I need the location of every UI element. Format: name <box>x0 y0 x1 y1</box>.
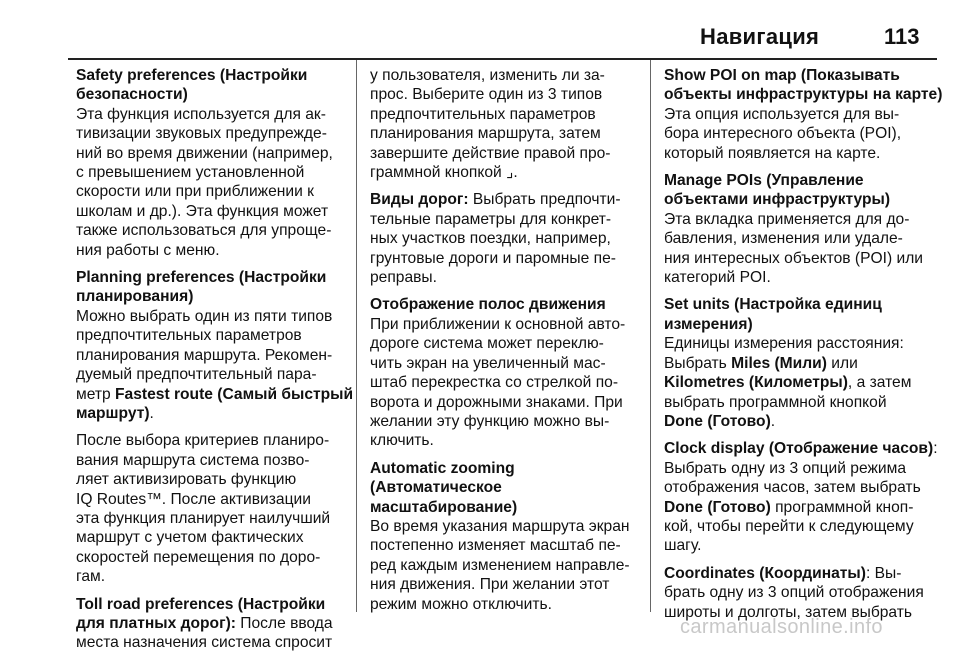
paragraph-heading: Manage POIs (Управление <box>664 172 864 190</box>
text-segment: . <box>770 412 776 430</box>
bold-term: Coordinates (Координаты) <box>664 564 866 582</box>
text-segment: , а затем <box>847 374 912 392</box>
paragraph-heading: планирования) <box>76 288 194 306</box>
paragraph-heading: Toll road preferences (Настройки <box>76 595 326 613</box>
text-line: Эта вкладка применяется для до- <box>664 210 910 228</box>
text-line <box>664 373 940 392</box>
paragraph-heading: объектами инфраструктуры) <box>664 191 891 209</box>
bold-term: Fastest route (Самый быстрый <box>115 385 354 403</box>
text-line: штаб перекрестка со стрелкой по- <box>370 374 619 392</box>
bold-term: маршрут) <box>76 404 150 422</box>
text-segment: После ввода <box>235 614 333 632</box>
text-line: Можно выбрать один из пяти типов <box>76 307 333 325</box>
column-divider-1 <box>356 60 357 612</box>
text-line: граммной кнопкой ⌟. <box>370 164 518 182</box>
bold-term: для платных дорог): <box>76 614 236 632</box>
bold-term: Clock display (Отображение часов) <box>664 440 934 458</box>
paragraph <box>664 66 943 163</box>
text-line <box>370 190 642 209</box>
paragraph <box>664 439 940 555</box>
paragraph-heading: Safety preferences (Настройки <box>76 67 308 84</box>
paragraph-heading: масштабирование) <box>370 498 518 516</box>
text-line: Единицы измерения расстояния: <box>664 335 904 353</box>
text-segment: отображения часов, затем выбрать <box>664 479 921 497</box>
text-line: гам. <box>76 568 106 586</box>
text-line: После выбора критериев планиро- <box>76 432 330 450</box>
text-line: чить экран на увеличенный мас- <box>370 354 606 372</box>
text-line: ний во время движении (например, <box>76 144 333 162</box>
paragraph <box>76 268 354 423</box>
text-line: планирования маршрута. Рекомен- <box>76 346 333 364</box>
text-line <box>664 459 940 478</box>
text-line: ния интересных объектов (POI) или <box>664 249 924 267</box>
text-line: бора интересного объекта (POI), <box>664 125 902 143</box>
section-title: Навигация <box>700 24 820 49</box>
paragraph <box>370 295 642 450</box>
text-line: тельные параметры для конкрет- <box>370 210 612 228</box>
text-line <box>76 385 354 404</box>
text-line: дороге система может переклю- <box>370 335 604 353</box>
text-line: у пользователя, изменить ли за- <box>370 67 605 84</box>
text-line <box>664 439 940 458</box>
text-line: вания маршрута система позво- <box>76 451 310 469</box>
paragraph-heading: (Автоматическое <box>370 479 502 497</box>
text-line <box>664 517 940 536</box>
text-segment: Выбрать <box>664 354 732 372</box>
text-line: места назначения система спросит <box>76 634 333 652</box>
bold-term: Miles (Мили) <box>731 354 827 372</box>
text-line: предпочтительных параметров <box>76 327 302 345</box>
text-column-3 <box>664 66 943 630</box>
text-segment: кой, чтобы перейти к следующему <box>664 517 914 535</box>
text-line: категорий POI. <box>664 269 771 287</box>
text-column-2 <box>370 66 642 622</box>
paragraph <box>76 66 348 260</box>
column-divider-2 <box>650 60 651 612</box>
text-line: При приближении к основной авто- <box>370 315 626 333</box>
text-line <box>664 564 940 583</box>
text-line: реправы. <box>370 269 437 287</box>
text-line: который появляется на карте. <box>664 144 881 162</box>
paragraph <box>664 564 940 622</box>
text-line: скорости или при приближении к <box>76 183 314 201</box>
text-segment: или <box>826 354 858 372</box>
text-line: ляет активизировать функцию <box>76 471 297 489</box>
bold-term: Виды дорог: <box>370 191 469 209</box>
bold-term: Done (Готово) <box>664 498 771 516</box>
paragraph-heading: Planning preferences (Настройки <box>76 269 327 287</box>
text-line: планирования маршрута, затем <box>370 125 601 143</box>
text-segment: широты и долготы, затем выбрать <box>664 603 913 621</box>
text-line <box>664 412 940 431</box>
text-segment: : Вы- <box>865 564 902 582</box>
text-line: ния работы с меню. <box>76 241 220 259</box>
text-line: ворота и дорожными знаками. При <box>370 393 623 411</box>
text-column-1 <box>76 66 354 661</box>
watermark: carmanualsonline.info <box>680 616 883 638</box>
text-line: ключить. <box>370 432 434 450</box>
header-divider <box>68 58 937 60</box>
text-segment: Выбрать предпочти- <box>468 191 621 209</box>
text-line <box>664 583 940 602</box>
paragraph-heading: измерения) <box>664 315 753 333</box>
paragraph-heading: Show POI on map (Показывать <box>664 67 900 84</box>
bold-term: Done (Готово) <box>664 412 771 430</box>
text-line: тивизации звуковых предупрежде- <box>76 125 327 143</box>
text-line: эта функция планирует наилучший <box>76 509 331 527</box>
page-header <box>0 0 960 58</box>
paragraph <box>370 459 642 614</box>
paragraph <box>76 431 348 586</box>
text-line <box>76 404 348 423</box>
bold-term: Kilometres (Километры) <box>664 374 848 392</box>
text-line: прос. Выберите один из 3 типов <box>370 86 603 104</box>
text-line: предпочтительных параметров <box>370 105 596 123</box>
text-line: желании эту функцию можно вы- <box>370 412 610 430</box>
text-line <box>76 614 348 633</box>
text-line: бавления, изменения или удале- <box>664 230 903 248</box>
text-line <box>664 354 940 373</box>
text-line: дуемый предпочтительный пара- <box>76 366 317 384</box>
paragraph-heading: объекты инфраструктуры на карте) <box>664 86 943 104</box>
text-line: ных участков поездки, например, <box>370 230 611 248</box>
text-line <box>664 498 940 517</box>
text-line <box>664 478 940 497</box>
text-line <box>664 393 940 412</box>
text-segment: программной кноп- <box>770 498 914 516</box>
text-line: грунтовые дороги и паромные пе- <box>370 249 616 267</box>
text-line: с превышением установленной <box>76 164 305 182</box>
text-segment: : <box>933 440 938 458</box>
text-segment: брать одну из 3 опций отображения <box>664 584 924 602</box>
text-line: Эта опция используется для вы- <box>664 105 900 123</box>
text-segment: шагу. <box>664 537 702 555</box>
paragraph-heading: Automatic zooming <box>370 459 515 477</box>
text-line: постепенно изменяет масштаб пе- <box>370 537 621 555</box>
text-line: школам и др.). Эта функция может <box>76 202 329 220</box>
text-line: ния движения. При желании этот <box>370 576 610 594</box>
text-line: завершите действие правой про- <box>370 144 611 162</box>
paragraph <box>664 171 940 287</box>
paragraph <box>664 295 940 431</box>
text-line: маршрут с учетом фактических <box>76 529 304 547</box>
paragraph <box>76 595 348 653</box>
text-line: IQ Routes™. После активизации <box>76 490 311 508</box>
paragraph <box>370 66 642 182</box>
paragraph <box>370 190 642 287</box>
paragraph-heading: Отображение полос движения <box>370 296 606 314</box>
text-line: ред каждым изменением направле- <box>370 556 630 574</box>
paragraph-heading: безопасности) <box>76 86 188 104</box>
text-line: Эта функция используется для ак- <box>76 105 326 123</box>
text-segment: . <box>149 404 154 422</box>
text-segment: метр <box>76 385 116 403</box>
text-line: Во время указания маршрута экран <box>370 517 630 535</box>
text-segment: Выбрать одну из 3 опций режима <box>664 459 907 477</box>
text-line: скоростей перемещения по доро- <box>76 548 321 566</box>
page-number: 113 <box>884 24 920 49</box>
text-line: также использоваться для упроще- <box>76 222 332 240</box>
text-line <box>664 536 940 555</box>
paragraph-heading: Set units (Настройка единиц <box>664 296 882 314</box>
text-line: режим можно отключить. <box>370 595 552 613</box>
text-segment: выбрать программной кнопкой <box>664 393 887 411</box>
